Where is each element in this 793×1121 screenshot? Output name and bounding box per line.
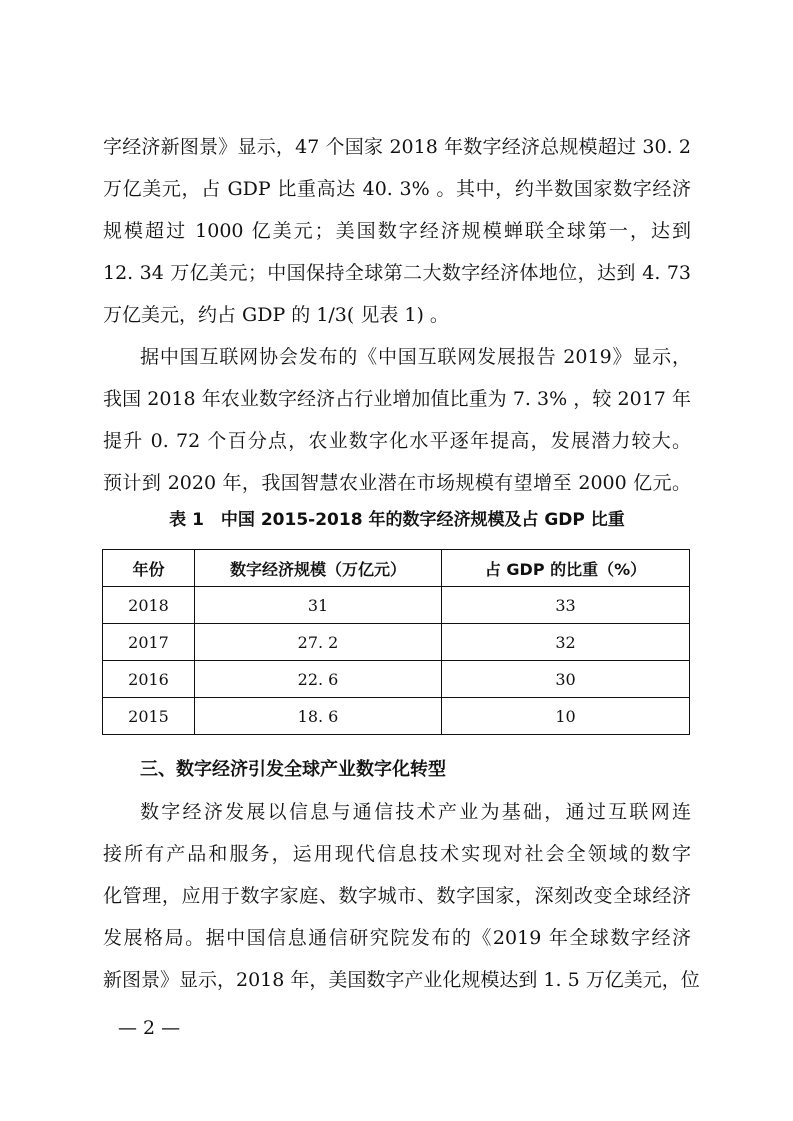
paragraph-line: 字经济新图景》显示，47 个国家 2018 年数字经济总规模超过 30. 2 [103, 136, 691, 158]
paragraph-line: 提升 0. 72 个百分点，农业数字化水平逐年提高，发展潜力较大。 [103, 430, 691, 452]
paragraph-line: 化管理，应用于数字家庭、数字城市、数字国家，深刻改变全球经济 [103, 885, 691, 907]
paragraph-line: 12. 34 万亿美元；中国保持全球第二大数字经济体地位，达到 4. 73 [103, 262, 691, 284]
table-cell: 2016 [103, 661, 195, 698]
table-caption: 表 1 中国 2015-2018 年的数字经济规模及占 GDP 比重 [169, 510, 625, 530]
table-cell: 32 [442, 624, 690, 661]
section-heading: 三、数字经济引发全球产业数字化转型 [140, 759, 446, 780]
page-number: — 2 — [118, 1017, 181, 1039]
paragraph-line: 预计到 2020 年，我国智慧农业潜在市场规模有望增至 2000 亿元。 [103, 472, 691, 494]
paragraph-line: 我国 2018 年农业数字经济占行业增加值比重为 7. 3% ，较 2017 年 [103, 388, 691, 410]
column-header-scale: 数字经济规模（万亿元） [195, 550, 442, 587]
table-cell: 27. 2 [195, 624, 442, 661]
table-cell: 2015 [103, 698, 195, 735]
table-cell: 30 [442, 661, 690, 698]
paragraph-line: 接所有产品和服务，运用现代信息技术实现对社会全领域的数字 [103, 843, 691, 865]
paragraph-line: 数字经济发展以信息与通信技术产业为基础，通过互联网连 [140, 801, 691, 823]
table-cell: 10 [442, 698, 690, 735]
table-cell: 2017 [103, 624, 195, 661]
table-cell: 2018 [103, 587, 195, 624]
paragraph-line: 新图景》显示，2018 年，美国数字产业化规模达到 1. 5 万亿美元，位 [103, 969, 700, 991]
table-cell: 31 [195, 587, 442, 624]
table-cell: 33 [442, 587, 690, 624]
table-row [103, 587, 690, 624]
table-row [103, 698, 690, 735]
paragraph-line: 发展格局。据中国信息通信研究院发布的《2019 年全球数字经济 [103, 927, 691, 949]
table-row [103, 624, 690, 661]
table-cell: 22. 6 [195, 661, 442, 698]
table-header-row [103, 550, 690, 587]
paragraph-line: 规模超过 1000 亿美元；美国数字经济规模蝉联全球第一，达到 [103, 220, 691, 242]
paragraph-line: 万亿美元，占 GDP 比重高达 40. 3% 。其中，约半数国家数字经济 [103, 178, 691, 200]
table-row [103, 661, 690, 698]
table-cell: 18. 6 [195, 698, 442, 735]
data-table [102, 549, 690, 735]
paragraph-line: 万亿美元，约占 GDP 的 1/3( 见表 1) 。 [103, 304, 449, 326]
column-header-gdp-share: 占 GDP 的比重（%） [442, 550, 690, 587]
paragraph-line: 据中国互联网协会发布的《中国互联网发展报告 2019》显示， [140, 346, 691, 368]
column-header-year: 年份 [103, 550, 195, 587]
